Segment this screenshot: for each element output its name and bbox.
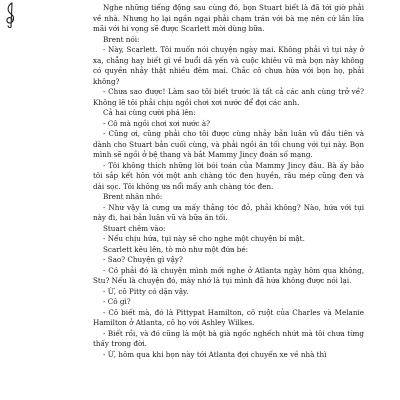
paragraph: Nghe những tiếng động sau cùng đó, bọn Stuart biết là đã tới giờ phải về nhà. Nhưng họ lại ngần ngại phải chạm trán với bà mẹ nên cứ lần lữa mãi với hi vọng sẽ được Scarlett mời dùng bữa. xyxy=(93,3,364,33)
book-page-text xyxy=(93,3,364,360)
paragraph: Stuart chêm vào: xyxy=(103,223,166,233)
paragraph: Brent nói: xyxy=(103,34,140,44)
paragraph: - Có phải đó là chuyện mình mới nghe ở Atlanta ngày hôm qua không, Stu? Nếu là chuyện đó, mày nhớ là tụi mình đã hứa không được nói lại. xyxy=(93,265,364,285)
treble-clef-ornament-icon xyxy=(4,2,18,28)
paragraph: Brent nhăn nhó: xyxy=(103,192,163,201)
paragraph: - Ừ, cô Pitty có dặn vậy. xyxy=(103,286,189,296)
paragraph: - Như vậy là cưng ưa mấy thằng tóc đỏ, phải không? Nào, hứa với tụi này đi, hai bản luân vũ và bữa ăn tối. xyxy=(93,202,364,222)
paragraph: - Biết rồi, và đó cũng là một bà già ngốc nghếch nhứt mà tôi chưa từng thấy trong đời. xyxy=(93,328,364,348)
paragraph: Cả hai cùng cười phá lên: xyxy=(103,108,196,117)
paragraph: - Cô biết mà, đó là Pittypat Hamilton, cô ruột của Charles và Melanie Hamilton ở Atlanta, cô họ với Ashley Wilkes. xyxy=(93,307,364,327)
paragraph: - Ừ, hôm qua khi bọn này tới Atlanta đợi chuyến xe về nhà thì xyxy=(103,349,327,359)
paragraph: - Cô gì? xyxy=(103,297,131,306)
paragraph: - Nếu chịu hứa, tụi này sẽ cho nghe một chuyện bí mật. xyxy=(103,234,305,243)
paragraph: - Chưa sao được! Làm sao tôi biết trước là tất cả các anh cùng trở về? Không lẽ tôi phải chịu ngồi chơi xơi nước để đợi các anh. xyxy=(93,87,364,107)
paragraph: - Cũng ơi, cũng phải cho tôi được cùng nhảy bản luân vũ đầu tiên và dành cho Stuart bản cuối cùng, và phải ngồi ăn tối chung với tụi này. Bọn mình sẽ ngồi ở bệ thang và bắt Mammy Jincy đoán số mạng. xyxy=(93,129,364,159)
paragraph: - Sao? Chuyện gì vậy? xyxy=(103,255,183,264)
paragraph: - Này, Scarlett. Tôi muốn nói chuyện ngày mai. Không phải vì tụi này ở xa, chẳng hay biết gì về buổi dã yến và cuộc khiêu vũ mà bọn này không có quyền nhảy thật nhiều đêm mai. Chắc cô chưa hứa với bọn họ, phải không? xyxy=(93,45,364,86)
paragraph: - Tôi không thích những lời bói toán của Mammy Jincy đâu. Bà ấy bảo tôi sắp kết hôn với một anh chàng tóc đen huyền, râu mép cũng đen và dài sọc. Tôi không ưa nổi mấy anh chàng tóc đen. xyxy=(93,160,364,191)
paragraph: - Cô mà ngồi chơi xơi nước à? xyxy=(103,118,210,128)
paragraph: Scarlett kêu lên, tò mò như một đứa bé: xyxy=(103,244,249,254)
